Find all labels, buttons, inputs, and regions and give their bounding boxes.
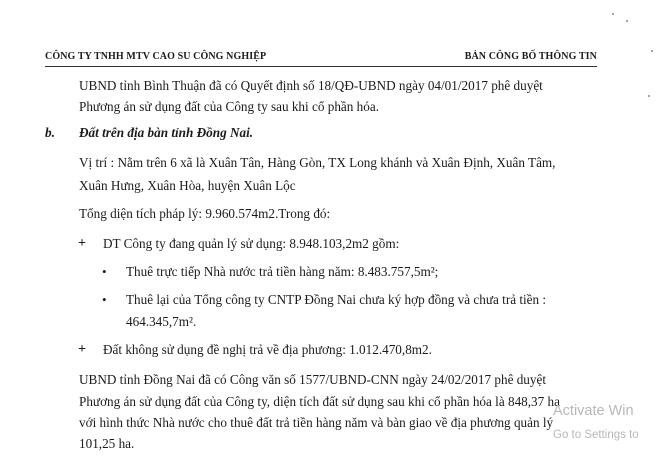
scan-speck bbox=[626, 20, 628, 22]
location-line-2: Xuân Hưng, Xuân Hòa, huyện Xuân Lộc bbox=[79, 178, 296, 193]
header-divider bbox=[45, 66, 597, 67]
bullet-managed-area: DT Công ty đang quản lý sử dụng: 8.948.103,2m2 gồm: bbox=[103, 236, 400, 251]
decision-line-3: với hình thức Nhà nước cho thuê đất trả tiền hàng năm và bàn giao về địa phương quản lý bbox=[79, 415, 554, 430]
decision-line-2: Phương án sử dụng đất của Công ty, diện tích đất sử dụng sau khi cổ phần hóa là 848,37 ha bbox=[79, 394, 560, 409]
activation-watermark-title: Activate Win bbox=[553, 403, 634, 419]
scan-speck bbox=[612, 13, 614, 15]
intro-line-2: Phương án sử dụng đất của Công ty sau khi cổ phần hóa. bbox=[79, 99, 379, 114]
decision-line-4: 101,25 ha. bbox=[79, 436, 135, 451]
activation-watermark-link[interactable]: Go to Settings to bbox=[553, 429, 639, 441]
section-letter: b. bbox=[45, 125, 55, 140]
bullet-unused-land: Đất không sử dụng đề nghị trả về địa phương: 1.012.470,8m2. bbox=[103, 342, 432, 357]
sub-bullet-marker: • bbox=[102, 292, 107, 307]
bullet-marker: + bbox=[78, 236, 86, 251]
section-title: Đất trên địa bàn tỉnh Đồng Nai. bbox=[79, 125, 254, 140]
header-doc-type: BẢN CÔNG BỐ THÔNG TIN bbox=[464, 51, 597, 62]
total-area: Tổng diện tích pháp lý: 9.960.574m2.Trong đó: bbox=[79, 206, 331, 221]
location-line-1: Vị trí : Nằm trên 6 xã là Xuân Tân, Hàng Gòn, TX Long khánh và Xuân Định, Xuân Tâm, bbox=[79, 155, 556, 170]
intro-line-1: UBND tỉnh Bình Thuận đã có Quyết định số 18/QĐ-UBND ngày 04/01/2017 phê duyệt bbox=[79, 78, 543, 93]
sub-bullet-direct-lease: Thuê trực tiếp Nhà nước trả tiền hàng năm: 8.483.757,5m²; bbox=[126, 264, 439, 279]
header-company: CÔNG TY TNHH MTV CAO SU CÔNG NGHIỆP bbox=[45, 51, 267, 62]
sub-bullet-marker: • bbox=[102, 264, 107, 279]
bullet-marker: + bbox=[78, 342, 86, 357]
sub-bullet-sublease-line-2: 464.345,7m². bbox=[126, 314, 197, 329]
scan-speck bbox=[648, 95, 650, 97]
scan-speck bbox=[651, 50, 653, 52]
decision-line-1: UBND tỉnh Đồng Nai đã có Công văn số 1577/UBND-CNN ngày 24/02/2017 phê duyệt bbox=[79, 372, 547, 387]
sub-bullet-sublease-line-1: Thuê lại của Tổng công ty CNTP Đồng Nai chưa ký hợp đồng và chưa trả tiền : bbox=[126, 292, 547, 307]
